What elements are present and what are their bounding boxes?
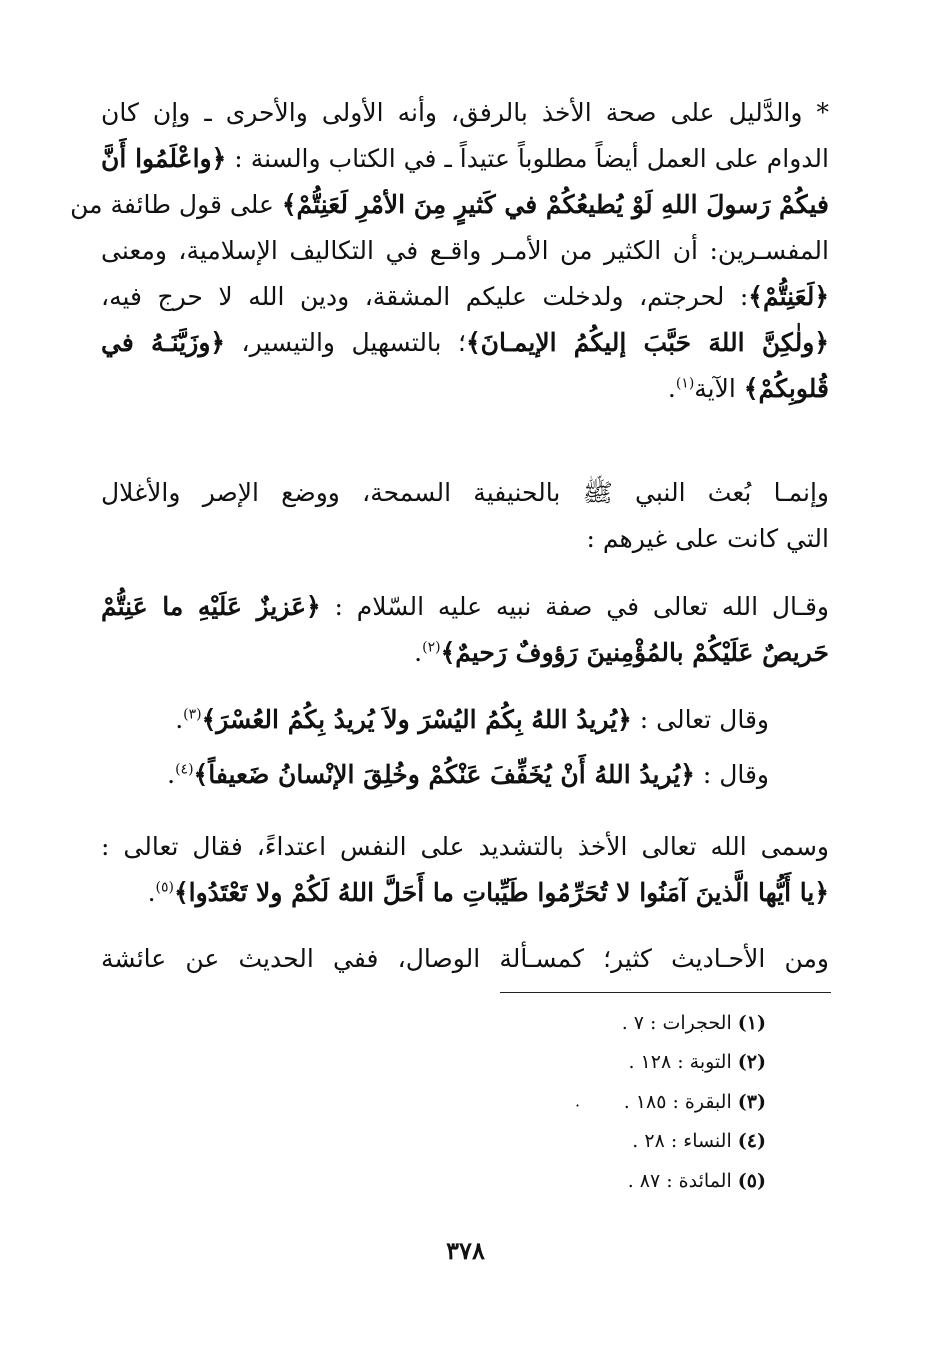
body-line [101,320,829,366]
body-line [101,752,769,798]
quran-verse: حَريصٌ عَلَيْكُمْ بالمُؤْمِنينَ رَؤوفٌ رَحيمٌ﴾ [440,638,829,667]
footnote-number: (٢) [737,1051,766,1073]
footnote-number: (٤) [737,1130,766,1152]
footnote-separator [500,992,831,993]
text-segment: الدوام على العمل أيضاً مطلوباً عتيداً ـ في الكتاب والسنة : [226,144,829,173]
text-segment: المفسـرين: أن الكثير من الأمـر واقـع في التكاليف الإسلامية، ومعنى [101,236,829,265]
quran-verse: ﴿وزَيَّنَـهُ في [101,328,226,357]
text-segment: . [147,878,156,907]
quran-verse: ﴿يُريدُ اللهُ بِكُمُ اليُسْرَ ولاَ يُريدُ بِكُمُ العُسْرَ﴾ [201,705,632,734]
footnote [266,1008,766,1038]
footnote-marker: (٥) [155,879,174,896]
text-segment: : لحرجتم، ولدخلت عليكم المشقة، ودين الله لا حرج فيه، [101,282,749,311]
body-line [101,136,829,182]
body-line [101,90,829,136]
body-line [101,697,769,743]
body-line [101,584,829,630]
text-segment: على قول طائفة من [70,190,282,219]
page-number: ٣٧٨ [446,1236,485,1265]
quran-verse: ﴿يا أَيُّها الَّذينَ آمَنُوا لا تُحَرِّمُوا طَيِّباتِ ما أَحَلَّ اللهُ لَكُمْ ولا تَعْتَدُوا﴾ [174,878,829,907]
text-segment: وقـال الله تعالى في صفة نبيه عليه السّلام : [320,592,830,621]
footnote-marker: (٤) [175,761,194,778]
text-segment: * والدَّليل على صحة الأخذ بالرفق، وأنه الأولى والأحرى ـ وإن كان [101,98,829,127]
footnote-marker: (١) [675,375,695,392]
body-line [101,870,829,916]
quran-verse: ﴿واعْلَمُوا أَنَّ [101,144,227,173]
text-segment: ومن الأحـاديث كثير؛ كمسـألة الوصال، ففي الحديث عن عائشة [101,944,829,973]
body-line [101,274,829,320]
footnote-text: المائدة : ٨٧ . [627,1170,738,1192]
text-segment: وسمى الله تعالى الأخذ بالتشديد على النفس اعتداءً، فقال تعالى : [101,832,829,861]
text-segment: . [175,705,184,734]
footnote [266,1047,766,1077]
footnote-marker: (٣) [183,706,202,723]
footnote-text: النساء : ٢٨ . [632,1130,738,1152]
text-segment: ؛ بالتسهيل والتيسير، [225,328,466,357]
body-line [101,936,829,982]
footnote-text: الحجرات : ٧ . [621,1012,738,1034]
quran-verse: ﴿ولٰكِنَّ اللهَ حَبَّبَ إليكُمُ الإيمـانَ﴾ [465,328,830,357]
print-speck: · [575,1096,581,1115]
body-line [101,630,829,676]
text-segment: وإنمـا بُعث النبي ﷺ بالحنيفية السمحة، ووضع الإصر والأغلال [101,478,829,507]
body-line [101,366,829,412]
footnote-number: (١) [737,1012,766,1034]
footnote [266,1126,766,1156]
quran-verse: ﴿لَعَنِتُّمْ﴾ [748,282,829,311]
body-line [70,182,829,228]
quran-verse: ﴿يُريدُ اللهُ أَنْ يُخَفِّفَ عَنْكُمْ وخُلِقَ الإنْسانُ ضَعيفاً﴾ [193,760,695,789]
text-segment: . [167,760,176,789]
text-segment: . [414,638,423,667]
quran-verse: قُلوبِكُمْ﴾ [743,374,829,403]
body-line [101,228,829,274]
text-segment: الآية [694,374,744,403]
footnote-text: التوبة : ١٢٨ . [628,1051,738,1073]
body-line [101,516,829,562]
quran-verse: فيكُمْ رَسولَ اللهِ لَوْ يُطيعُكُمْ في كَثيرٍ مِنَ الأمْرِ لَعَنِتُّمْ﴾ [281,190,829,219]
text-segment: التي كانت على غيرهم : [586,524,829,553]
body-line [101,824,829,870]
footnote-number: (٣) [737,1091,766,1113]
text-segment: وقال : [694,760,769,789]
text-segment: وقال تعالى : [631,705,769,734]
footnote [266,1166,766,1196]
body-line [101,470,829,516]
quran-verse: ﴿عَزيزٌ عَلَيْهِ ما عَنِتُّمْ [101,592,321,621]
footnote-number: (٥) [737,1170,766,1192]
footnote [266,1087,766,1117]
footnote-marker: (٢) [422,639,441,656]
text-segment: . [667,374,676,403]
footnote-text: البقرة : ١٨٥ . [623,1091,738,1113]
